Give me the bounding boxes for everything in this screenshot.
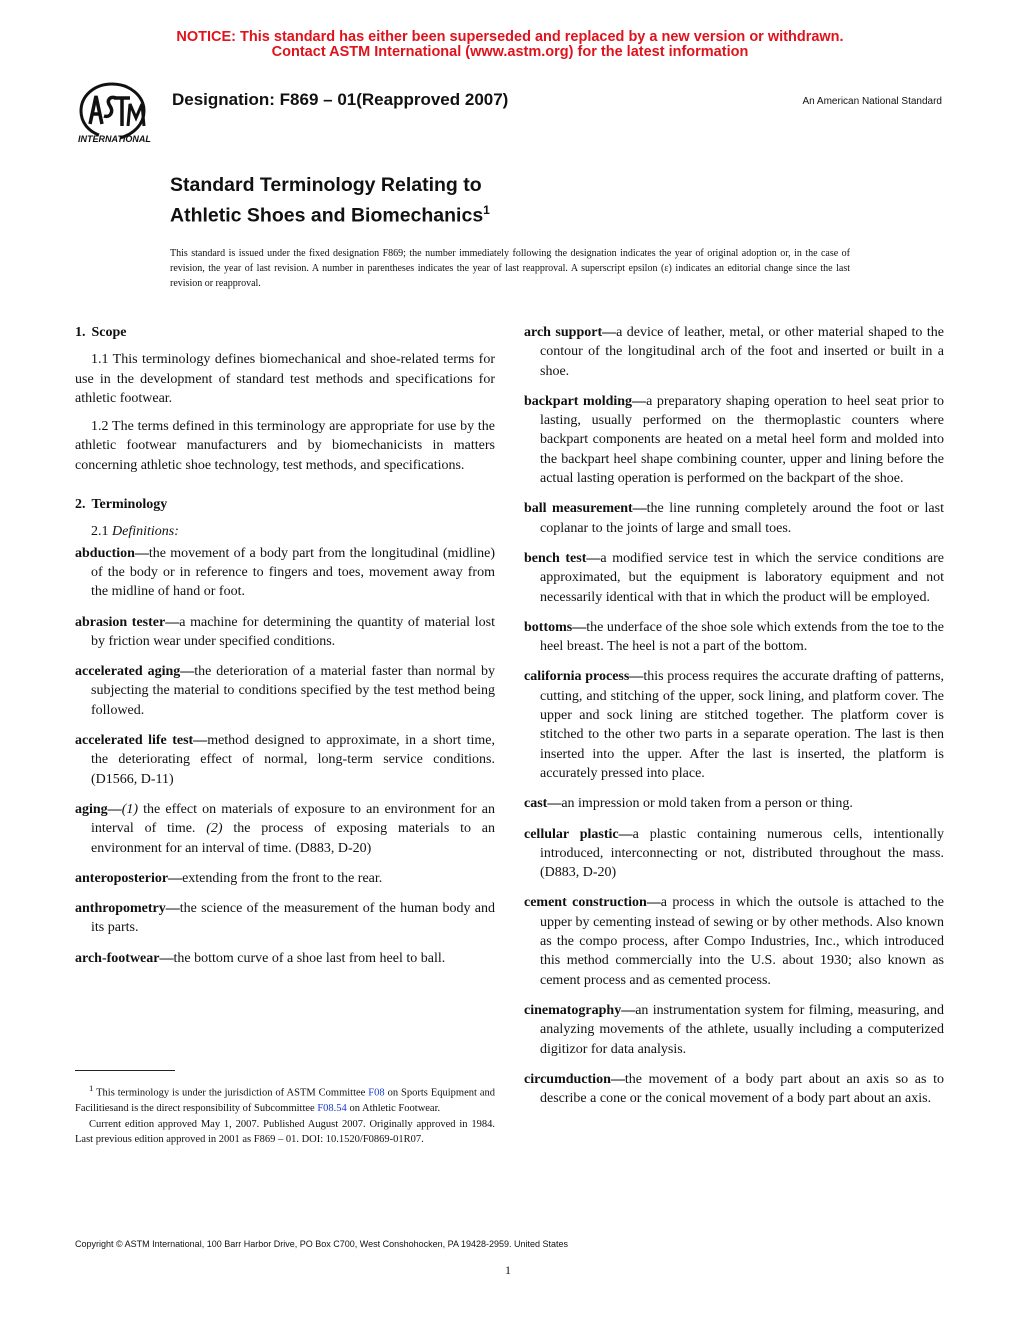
definition-text-2: the process of exposing materials to an environment for an interval of time. (D883, D-20): [91, 821, 495, 856]
definition-text: the line running completely around the foot or last coplanar to the joints of large and small toes.: [540, 501, 944, 536]
footnote-text-b: on Sports Equipment and Facilitiesand is the direct responsibility of Subcommittee: [75, 1087, 496, 1114]
definition-text: a plastic containing numerous cells, intentionally introduced, interconnecting or not, distributed throughout the mass. (D883, D-20): [540, 826, 945, 881]
definition-text: a preparatory shaping operation to heel seat prior to lasting, usually performed on the thermoplastic counters where backpart components are heated on a metal heel form and molded into the backpart heel shape combining counter, upper and lining before the actual lasting operation is performed on the backpart of the shoe.: [540, 393, 944, 487]
term: aging—: [75, 801, 122, 817]
scope-heading-text: Scope: [91, 325, 127, 340]
term: accelerated life test—: [75, 733, 208, 749]
designation: Designation: F869 – 01(Reapproved 2007): [172, 90, 509, 109]
definition-anteroposterior: [75, 869, 495, 888]
notice-line-2: Contact ASTM International (www.astm.org) for the latest information: [271, 44, 749, 60]
scope-number: 1.: [75, 325, 86, 340]
definition-accelerated-life-test: [75, 731, 495, 789]
definition-california-process: [524, 667, 944, 783]
national-standard-label: An American National Standard: [802, 96, 942, 107]
definition-text: the movement of a body part about an axis so as to describe a cone or the conical movement of a body part about an axis.: [540, 1071, 944, 1107]
footnote-text-a: This terminology is under the jurisdiction of ASTM Committee: [93, 1087, 369, 1099]
definition-text: the underface of the shoe sole which extends from the toe to the heel breast. The heel is not a part of the bottom.: [540, 619, 944, 655]
document-title: [170, 173, 490, 229]
definitions-subheading: [91, 522, 495, 541]
sense-marker-2: (2): [206, 821, 223, 837]
definition-text: the science of the measurement of the human body and its parts.: [91, 901, 495, 936]
definition-abduction: [75, 544, 495, 602]
footnote: [75, 1081, 495, 1148]
page-number: 1: [505, 1263, 511, 1277]
definition-backpart-molding: [524, 392, 944, 488]
definition-text-1: the effect on materials of exposure to an environment for an interval of time.: [91, 801, 495, 837]
term: ball measurement—: [524, 501, 647, 517]
term: anteroposterior—: [75, 870, 183, 886]
definition-text: this process requires the accurate drafting of patterns, cutting, and stitching of the upper, sock lining, and platform cover. The upper and sock lining are stitched together. The platform cover is stitched to the other two parts in a separate operation. The last is then inserted into the upper. After the last is inserted, the platform is accurately pressed into place.: [540, 669, 944, 781]
title-footnote-mark: 1: [483, 203, 490, 217]
definition-text: the deterioration of a material faster than normal by subjecting the material to conditions specified by the test method being followed.: [91, 664, 496, 718]
footnote-mark: 1: [89, 1083, 94, 1093]
definition-aging: [75, 800, 495, 858]
definition-text: method designed to approximate, in a short time, the deteriorating effect of normal, long-term service conditions. (D1566, D-11): [91, 733, 496, 787]
definition-abrasion-tester: [75, 613, 495, 652]
committee-link[interactable]: F08: [368, 1087, 385, 1099]
footnote-paragraph-2: Current edition approved May 1, 2007. Published August 2007. Originally approved in 1984. Last previous edition approved in 2001 as F869 – 01. DOI: 10.1520/F0869-01R07.: [75, 1118, 495, 1145]
definition-ball-measurement: [524, 499, 944, 538]
term: anthropometry—: [75, 901, 180, 917]
logo-text: INTERNATIONAL: [78, 134, 151, 144]
definition-cement-construction: [524, 893, 944, 989]
footnote-paragraph-1: [75, 1081, 495, 1117]
term: accelerated aging—: [75, 664, 195, 680]
footnote-divider: [75, 1070, 175, 1071]
scope-heading: [75, 323, 495, 342]
term: abduction—: [75, 545, 149, 561]
definition-text: the movement of a body part from the longitudinal (midline) of the body or in reference to fingers and toes, movement away from the midline of hand or foot.: [91, 545, 495, 600]
definition-text: extending from the front to the rear.: [182, 870, 383, 886]
right-column: [524, 323, 944, 1119]
term: cast—: [524, 796, 562, 812]
left-column: [75, 323, 495, 979]
sense-marker-1: (1): [121, 801, 139, 817]
definition-arch-footwear: [75, 949, 495, 968]
term: arch support—: [524, 325, 617, 340]
definition-text: an instrumentation system for filming, measuring, and analyzing movements of the athlete, usually including a computerized digitizor for data analysis.: [540, 1002, 944, 1057]
definition-arch-support: [524, 323, 944, 381]
term: abrasion tester—: [75, 614, 180, 630]
term: circumduction—: [524, 1071, 625, 1087]
definitions-subnumber: 2.1: [91, 524, 109, 540]
footnote-text-c: on Athletic Footwear.: [346, 1103, 441, 1114]
title-line-1: Standard Terminology Relating to: [170, 174, 482, 196]
definition-cellular-plastic: [524, 825, 944, 883]
term: cement construction—: [524, 895, 661, 911]
definition-anthropometry: [75, 899, 495, 938]
definition-text: a machine for determining the quantity of material lost by friction wear under specified conditions.: [91, 614, 495, 649]
definition-text: the bottom curve of a shoe last from heel to ball.: [173, 950, 446, 966]
definition-text: a process in which the outsole is attached to the upper by cementing instead of sewing or by other methods. Also known as the compo process, after Compo Industries, Inc., which introduced this method commercially into the U.S. about 1930; also known as cement process and as cemented process.: [540, 895, 944, 988]
definition-accelerated-aging: [75, 662, 495, 720]
definition-bottoms: [524, 618, 944, 657]
term: california process—: [524, 669, 644, 685]
term: bench test—: [524, 550, 601, 566]
term: bottoms—: [524, 619, 587, 635]
definition-text: an impression or mold taken from a person or thing.: [561, 796, 853, 812]
terminology-heading: [75, 495, 495, 514]
term: cinematography—: [524, 1002, 636, 1018]
subcommittee-link[interactable]: F08.54: [317, 1103, 347, 1114]
notice-line-1: NOTICE: This standard has either been superseded and replaced by a new version or withdrawn.: [176, 29, 844, 45]
definition-text: a modified service test in which the service conditions are approximated, but the equipment is laboratory equipment and not necessarily identical with that in which the product will be employed.: [540, 550, 944, 605]
definition-text: a device of leather, metal, or other material shaped to the contour of the longitudinal arch of the foot and inserted or built in a shoe.: [540, 325, 944, 379]
definition-circumduction: [524, 1070, 944, 1109]
terminology-heading-text: Terminology: [91, 497, 168, 513]
astm-logo-mark: [81, 84, 144, 138]
definition-bench-test: [524, 549, 944, 607]
terminology-number: 2.: [75, 497, 86, 513]
definitions-label: Definitions:: [112, 524, 179, 540]
scope-paragraph-2: 1.2 The terms defined in this terminology are appropriate for use by the athletic footwear manufacturers and by biomechanicists in matters concerning athletic shoe technology, test methods, and specifications.: [75, 419, 495, 473]
term: arch-footwear—: [75, 950, 174, 966]
issued-note: This standard is issued under the fixed designation F869; the number immediately following the designation indicates the year of original adoption or, in the case of revision, the year of last revision. A number in parentheses indicates the year of last reapproval. A superscript epsilon (ε) indicates an editorial change since the last revision or reapproval.: [170, 248, 850, 289]
copyright: Copyright © ASTM International, 100 Barr Harbor Drive, PO Box C700, West Conshohocken, PA 19428-2959. United States: [75, 1239, 569, 1249]
title-line-2-text: Athletic Shoes and Biomechanics: [170, 204, 484, 227]
definition-cast: [524, 794, 944, 813]
title-line-2: [170, 198, 490, 229]
scope-paragraph-1: 1.1 This terminology defines biomechanical and shoe-related terms for use in the development of standard test methods and specifications for athletic footwear.: [75, 352, 495, 406]
definition-cinematography: [524, 1001, 944, 1059]
term: backpart molding—: [524, 393, 647, 409]
astm-logo: [72, 76, 162, 146]
term: cellular plastic—: [524, 826, 633, 842]
